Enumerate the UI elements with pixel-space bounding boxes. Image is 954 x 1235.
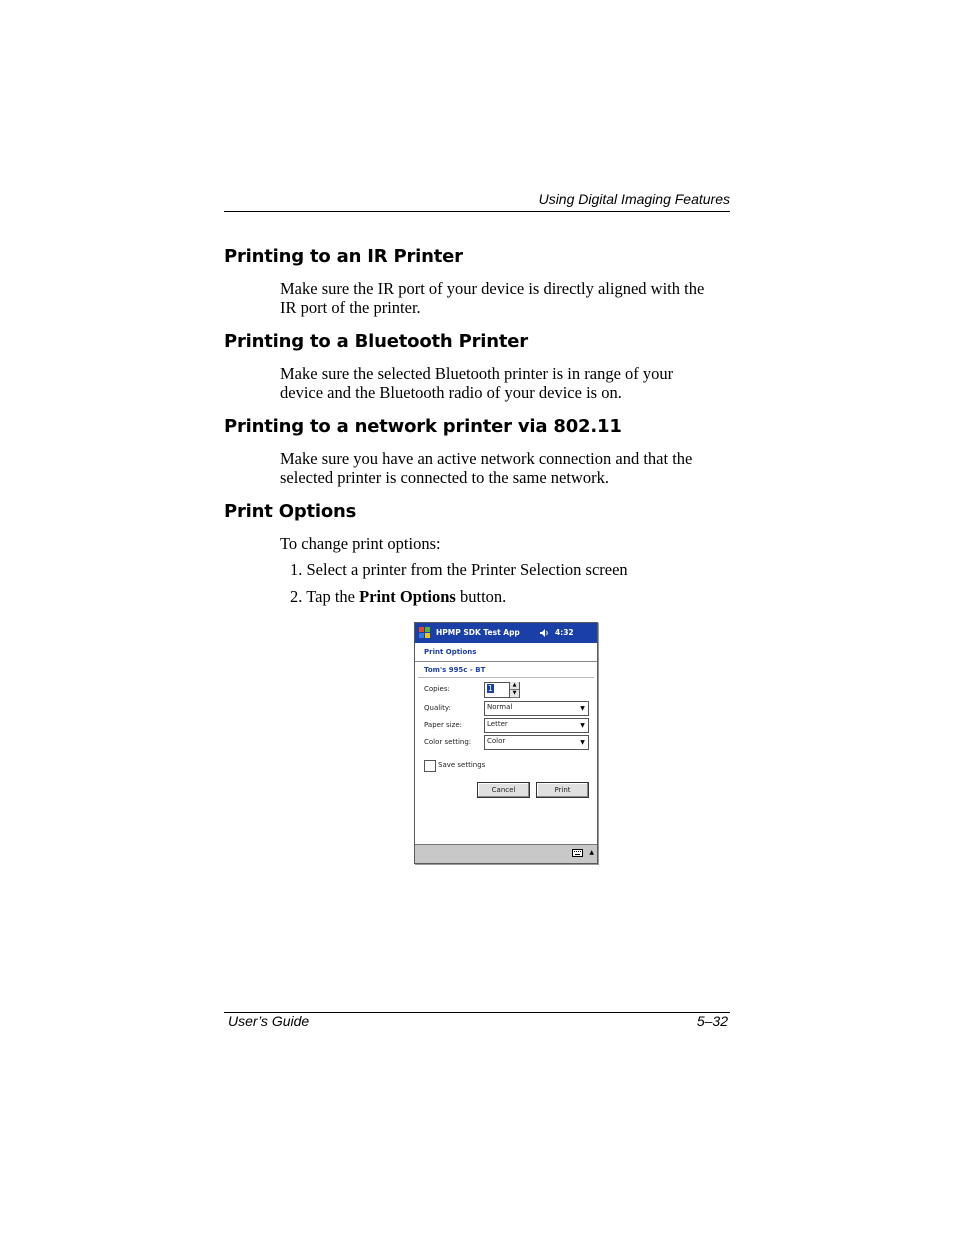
color-setting-value: Color	[487, 737, 506, 745]
dropdown-arrow-icon: ▼	[580, 705, 585, 712]
up-arrow-icon[interactable]: ▲	[589, 849, 594, 856]
page-number: 5–32	[696, 1013, 728, 1029]
body-line: Make sure you have an active network connection and that the	[280, 449, 693, 468]
dropdown-arrow-icon: ▼	[580, 739, 585, 746]
section-heading-ir: Printing to an IR Printer	[224, 246, 463, 267]
device-menu-bar	[415, 844, 597, 863]
save-settings-checkbox[interactable]	[424, 760, 436, 772]
section-body-bluetooth	[280, 364, 730, 402]
keyboard-icon[interactable]	[572, 849, 583, 857]
body-line: device and the Bluetooth radio of your device is on.	[280, 383, 622, 402]
stepper-down-icon[interactable]: ▼	[510, 690, 519, 698]
stepper-up-icon[interactable]: ▲	[510, 682, 519, 690]
speaker-icon[interactable]	[539, 628, 549, 638]
cancel-button[interactable]: Cancel	[477, 782, 530, 798]
print-options-intro: To change print options:	[280, 534, 441, 553]
step-2-suffix: button.	[455, 587, 507, 606]
save-settings-label[interactable]: Save settings	[438, 761, 486, 769]
paper-size-label: Paper size:	[424, 721, 462, 729]
body-line: Make sure the IR port of your device is directly aligned with the	[280, 279, 705, 298]
device-screenshot	[414, 622, 598, 864]
printer-name: Tom's 995c - BT	[424, 666, 486, 674]
paper-size-select[interactable]	[484, 718, 589, 733]
copies-stepper[interactable]	[509, 682, 519, 697]
copies-label: Copies:	[424, 685, 450, 693]
clock[interactable]: 4:32	[555, 628, 574, 637]
body-line: IR port of the printer.	[280, 298, 421, 317]
step-2-bold: Print Options	[359, 587, 456, 606]
app-title: HPMP SDK Test App	[436, 628, 520, 637]
color-setting-label: Color setting:	[424, 738, 472, 746]
quality-label: Quality:	[424, 704, 451, 712]
quality-value: Normal	[487, 703, 513, 711]
divider	[415, 661, 597, 662]
step-2	[290, 587, 506, 606]
body-line: selected printer is connected to the same network.	[280, 468, 609, 487]
section-heading-print-options: Print Options	[224, 501, 357, 522]
body-line: Make sure the selected Bluetooth printer is in range of your	[280, 364, 674, 383]
section-heading-network: Printing to a network printer via 802.11	[224, 416, 622, 437]
divider	[418, 677, 594, 678]
section-body-network	[280, 449, 730, 487]
footer-guide-title: User’s Guide	[228, 1013, 310, 1029]
windows-start-icon[interactable]	[418, 626, 431, 639]
dropdown-arrow-icon: ▼	[580, 722, 585, 729]
section-body-ir	[280, 279, 730, 317]
section-heading-bluetooth: Printing to a Bluetooth Printer	[224, 331, 528, 352]
print-button[interactable]: Print	[536, 782, 589, 798]
step-2-prefix: 2. Tap the	[290, 587, 360, 606]
paper-size-value: Letter	[487, 720, 508, 728]
screen-heading: Print Options	[424, 648, 477, 656]
copies-value: 1	[488, 684, 493, 693]
color-setting-select[interactable]	[484, 735, 589, 750]
step-1: 1. Select a printer from the Printer Selection screen	[290, 560, 628, 579]
device-titlebar	[415, 623, 597, 643]
quality-select[interactable]	[484, 701, 589, 716]
running-header: Using Digital Imaging Features	[538, 191, 730, 207]
header-rule	[224, 211, 730, 212]
